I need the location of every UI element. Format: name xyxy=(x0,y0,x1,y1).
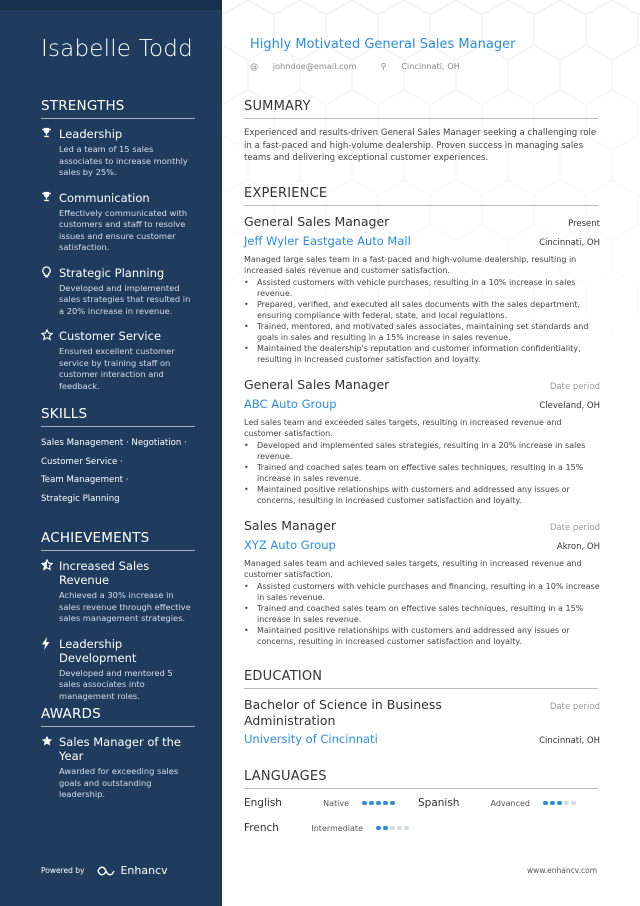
skills-section xyxy=(41,406,195,511)
language-dots xyxy=(362,801,397,806)
job-location: Akron, OH xyxy=(556,542,600,552)
sidebar-top-bar xyxy=(0,0,222,10)
lightbulb-icon xyxy=(41,266,59,318)
skills-title: SKILLS xyxy=(41,406,195,427)
proficiency-dot-filled xyxy=(376,826,381,831)
job-period: Date period xyxy=(549,523,600,533)
strength-title: Strategic Planning xyxy=(59,265,165,280)
achievement-desc: Achieved a 30% increase in sales revenue through effective sales management strategies. xyxy=(59,590,191,623)
awards-section xyxy=(41,706,195,811)
job-bullet: • Prepared, verified, and executed all sales documents with the sales department, ensuring compliance with federal, state, and local regulations. xyxy=(244,299,600,321)
achievements-title: ACHIEVEMENTS xyxy=(41,530,195,551)
job-bullets xyxy=(244,277,600,365)
achievement-desc: Developed and mentored 5 sales associates into management roles. xyxy=(59,667,173,701)
education-title: EDUCATION xyxy=(244,669,598,689)
strengths-title: STRENGTHS xyxy=(41,98,195,119)
proficiency-dot-filled xyxy=(557,801,562,806)
proficiency-dot-empty xyxy=(571,801,576,806)
language-row xyxy=(244,797,600,809)
job-bullet: • Maintained the dealership's reputation and customer information confidentiality, resulting in increased customer satisfaction and loyalty. xyxy=(244,343,600,365)
at-icon: @ xyxy=(250,61,259,71)
strength-desc: Ensured excellent customer service by training staff on customer interaction and feedback. xyxy=(59,346,175,391)
headline: Highly Motivated General Sales Manager xyxy=(250,37,516,52)
skill-line: Sales Management · Negotiation · xyxy=(41,438,187,448)
summary-text: Experienced and results-driven General Sales Manager seeking a challenging role in a fast-paced and high-volume dealership. Proven success in managing sales teams and delivering exceptional customer experiences. xyxy=(244,128,597,163)
strengths-section xyxy=(41,98,195,402)
language-dots xyxy=(376,826,411,831)
strength-desc: Led a team of 15 sales associates to increase monthly sales by 25%. xyxy=(59,144,188,177)
job-company[interactable]: Jeff Wyler Eastgate Auto Mall xyxy=(244,234,411,248)
proficiency-dot-filled xyxy=(383,826,388,831)
language-level: Native xyxy=(323,798,349,808)
language-dots xyxy=(543,801,578,806)
footer-url[interactable]: www.enhancv.com xyxy=(527,866,597,875)
proficiency-dot-empty xyxy=(390,826,395,831)
proficiency-dot-empty xyxy=(397,826,402,831)
star-half-icon xyxy=(41,559,59,625)
awards-title: AWARDS xyxy=(41,706,195,727)
strength-title: Leadership xyxy=(59,127,123,141)
award-desc: Awarded for exceeding sales goals and outstanding leadership. xyxy=(59,766,179,799)
strength-title: Communication xyxy=(59,190,150,205)
job-bullet: • Developed and implemented sales strategies, resulting in a 20% increase in sales revenue. xyxy=(244,440,600,462)
language-name: French xyxy=(244,822,279,834)
strength-desc: Effectively communicated with customers and staff to resolve issues and ensure customer satisfaction. xyxy=(59,207,188,252)
powered-by-label: Powered by xyxy=(41,866,85,875)
trophy-icon xyxy=(41,191,59,254)
achievement-title: Leadership Development xyxy=(59,636,137,665)
language-name: Spanish xyxy=(418,797,460,809)
strength-item xyxy=(41,266,195,318)
proficiency-dot-empty xyxy=(564,801,569,806)
achievement-item xyxy=(41,637,195,703)
email-text: johndoe@email.com xyxy=(272,61,357,71)
education-school[interactable]: University of Cincinnati xyxy=(244,732,378,746)
language-level: Intermediate xyxy=(311,823,363,833)
job-role: General Sales Manager xyxy=(244,377,390,392)
job-period: Date period xyxy=(549,382,600,392)
job-role: General Sales Manager xyxy=(244,214,390,229)
job-company[interactable]: XYZ Auto Group xyxy=(244,538,336,552)
proficiency-dot-filled xyxy=(369,801,374,806)
job-entry xyxy=(244,518,600,647)
job-bullet: • Assisted customers with vehicle purchases and financing, resulting in a 10% increase in sales revenue. xyxy=(244,581,600,603)
language-level: Advanced xyxy=(490,798,530,808)
location-pin-icon: ⚲ xyxy=(380,61,387,71)
job-description: Led sales team and exceeded sales targets, resulting in increased revenue and customer satisfaction. xyxy=(244,418,562,438)
proficiency-dot-filled xyxy=(390,801,395,806)
education-entry xyxy=(244,697,600,746)
job-bullets xyxy=(244,581,600,647)
job-location: Cleveland, OH xyxy=(539,401,600,411)
experience-title: EXPERIENCE xyxy=(244,186,598,206)
enhancv-brand: Enhancv xyxy=(120,864,168,877)
email[interactable] xyxy=(250,61,369,71)
education-location: Cincinnati, OH xyxy=(539,736,600,746)
job-bullet: • Trained and coached sales team on effective sales techniques, resulting in a 15% increase in sales revenue. xyxy=(244,603,600,625)
proficiency-dot-filled xyxy=(543,801,548,806)
language-name: English xyxy=(244,797,282,809)
contact-info xyxy=(250,61,484,71)
achievements-section xyxy=(41,530,195,712)
main-content xyxy=(222,0,640,906)
education-degree: Bachelor of Science in Business Administration xyxy=(244,697,442,728)
skill-line: Customer Service · xyxy=(41,456,123,467)
job-entry xyxy=(244,377,600,506)
summary-title: SUMMARY xyxy=(244,99,598,119)
enhancv-logo[interactable] xyxy=(96,864,167,877)
achievement-item xyxy=(41,559,195,625)
strength-desc: Developed and implemented sales strategies that resulted in a 20% increase in revenue. xyxy=(59,282,191,316)
language-row xyxy=(244,822,600,834)
skill-line: Team Management · xyxy=(41,475,129,485)
job-bullet: • Assisted customers with vehicle purchases, resulting in a 10% increase in sales revenue. xyxy=(244,277,600,299)
job-period: Present xyxy=(568,219,600,229)
proficiency-dot-filled xyxy=(550,801,555,806)
strength-item xyxy=(41,127,195,179)
candidate-name: Isabelle Todd xyxy=(41,36,193,62)
education-period: Date period xyxy=(549,702,600,712)
job-description: Managed large sales team in a fast-paced and high-volume dealership, resulting in increased sales revenue and customer satisfaction. xyxy=(244,255,577,275)
powered-by xyxy=(41,864,168,877)
job-company[interactable]: ABC Auto Group xyxy=(244,397,337,411)
strength-title: Customer Service xyxy=(59,329,162,343)
job-role: Sales Manager xyxy=(244,518,337,533)
job-entry xyxy=(244,214,600,365)
job-description: Managed sales team and achieved sales targets, resulting in increased revenue and customer satisfaction. xyxy=(244,559,582,579)
proficiency-dot-filled xyxy=(383,801,388,806)
enhancv-logo-icon xyxy=(96,866,116,876)
job-bullet: • Maintained positive relationships with customers and addressed any issues or concerns, resulting in increased customer satisfaction and loyalty. xyxy=(244,625,600,647)
languages-title: LANGUAGES xyxy=(244,769,598,789)
strength-item xyxy=(41,191,195,254)
star-outline-icon xyxy=(41,329,59,392)
sidebar xyxy=(0,0,222,906)
skill-line: Strategic Planning xyxy=(41,493,120,504)
trophy-icon xyxy=(41,127,59,179)
location-text: Cincinnati, OH xyxy=(401,61,460,71)
achievement-title: Increased Sales Revenue xyxy=(59,559,150,587)
job-bullet: • Trained, mentored, and motivated sales associates, maintaining set standards and goals in sales and resulting in a 15% increase in sales revenue. xyxy=(244,321,600,343)
location xyxy=(381,61,472,71)
job-bullet: • Maintained positive relationships with customers and addressed any issues or concerns, resulting in increased customer satisfaction and loyalty. xyxy=(244,484,600,506)
star-filled-icon xyxy=(41,735,59,801)
lightning-icon xyxy=(41,637,59,703)
award-title: Sales Manager of the Year xyxy=(59,735,181,763)
job-location: Cincinnati, OH xyxy=(539,238,600,248)
proficiency-dot-filled xyxy=(376,801,381,806)
strength-item xyxy=(41,329,195,392)
proficiency-dot-empty xyxy=(404,826,409,831)
job-bullet: • Trained and coached sales team on effective sales techniques, resulting in a 15% increase in sales revenue. xyxy=(244,462,600,484)
job-bullets xyxy=(244,440,600,506)
award-item xyxy=(41,735,195,801)
proficiency-dot-filled xyxy=(362,801,367,806)
